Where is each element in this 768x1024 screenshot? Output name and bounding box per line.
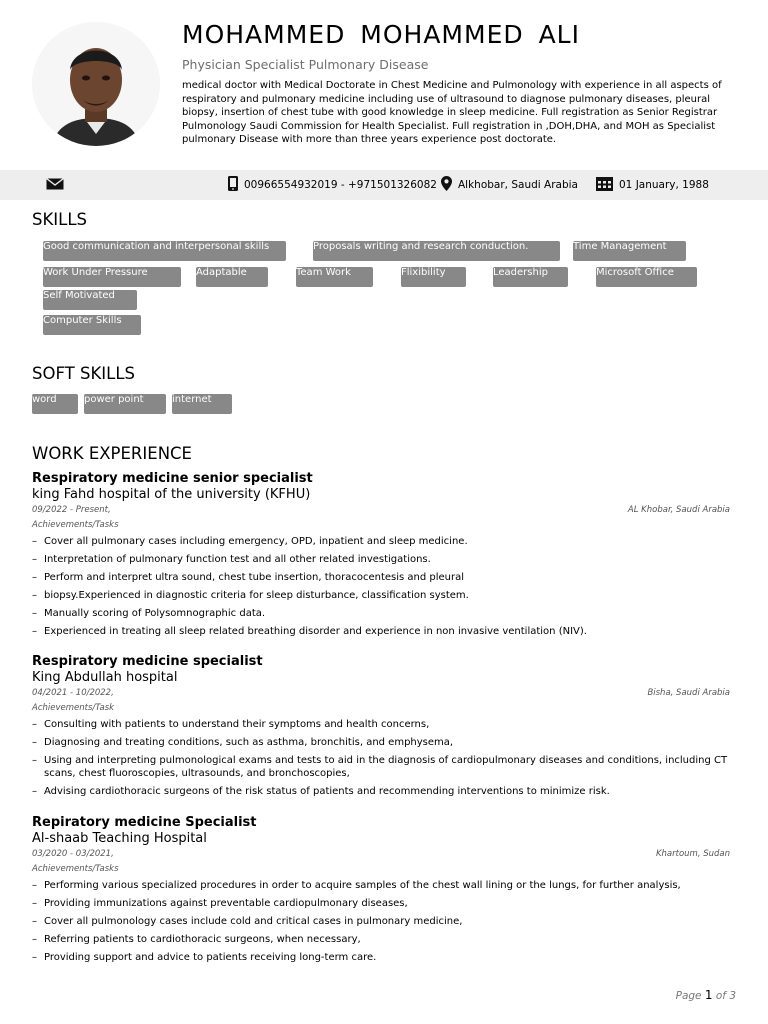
contact-bar: [0, 170, 768, 200]
skill-chip: Leadership: [493, 267, 568, 287]
profile-summary: medical doctor with Medical Doctorate in Chest Medicine and Pulmonology with experience in all aspects of respiratory and pulmonary medicine including use of ultrasound to diagnose pulmonary diseases, pleural biopsy, insertion of chest tube with good knowledge in sleep medicine. Full registration as Senior Registrar Pulmonology Saudi Commission for Health Specialist. Full registration in ,DOH,DHA, and MOH as Specialist pulmonary Disease with more than three years experience post doctorate.: [182, 80, 722, 145]
soft-skill-chip: power point: [84, 394, 166, 414]
job-location: Bisha, Saudi Arabia: [647, 688, 730, 698]
task-item: – Manually scoring of Polysomnographic data.: [32, 607, 732, 620]
skill-chip: Flixibility: [401, 267, 466, 287]
task-item: – biopsy.Experienced in diagnostic criteria for sleep disturbance, classification system.: [32, 589, 732, 602]
achievements-label: Achievements/Tasks: [32, 864, 119, 874]
task-item: – Cover all pulmonology cases include cold and critical cases in pulmonary medicine,: [32, 915, 732, 928]
envelope-icon: [46, 178, 64, 193]
email-item[interactable]: [46, 170, 70, 200]
page-total: of 3: [715, 990, 736, 1002]
page-indicator: [676, 988, 736, 1002]
job-title: Respiratory medicine specialist: [32, 654, 263, 669]
job-dates: 03/2020 - 03/2021,: [32, 849, 114, 859]
page-current: 1: [704, 988, 713, 1002]
job-meta: [32, 505, 732, 520]
skill-chip: Self Motivated: [43, 290, 137, 310]
job-entry: [32, 815, 732, 969]
phone-icon: [228, 176, 238, 194]
job-dates: 09/2022 - Present,: [32, 505, 111, 515]
phone-item: [228, 170, 437, 200]
work-experience-heading: WORK EXPERIENCE: [32, 444, 192, 463]
page-label: Page: [675, 990, 702, 1002]
location-text: Alkhobar, Saudi Arabia: [458, 179, 578, 191]
job-entry: [32, 471, 732, 643]
skill-chip: Time Management: [573, 241, 686, 261]
task-item: – Interpretation of pulmonary function test and all other related investigations.: [32, 553, 732, 566]
task-item: – Providing immunizations against preventable cardiopulmonary diseases,: [32, 897, 732, 910]
skill-chip: Good communication and interpersonal skills: [43, 241, 286, 261]
skills-heading: SKILLS: [32, 210, 88, 229]
job-location: AL Khobar, Saudi Arabia: [627, 505, 730, 515]
soft-skill-chip: word: [32, 394, 78, 414]
profile-photo: [32, 22, 160, 146]
person-photo-icon: [32, 22, 160, 146]
location-item: [441, 170, 578, 200]
job-organization: king Fahd hospital of the university (KFHU): [32, 487, 311, 502]
task-item: – Diagnosing and treating conditions, such as asthma, bronchitis, and emphysema,: [32, 736, 732, 749]
task-item: – Using and interpreting pulmonological exams and tests to aid in the diagnosis of cardiopulmonary diseases and conditions, including CT scans, chest fluoroscopies, ultrasounds, and bronchoscopies,: [32, 754, 732, 780]
soft-skills-heading: SOFT SKILLS: [32, 364, 136, 383]
task-item: – Providing support and advice to patients receiving long-term care.: [32, 951, 732, 964]
job-dates: 04/2021 - 10/2022,: [32, 688, 114, 698]
birthdate-item: [596, 170, 709, 200]
skill-chip: Team Work: [296, 267, 373, 287]
job-organization: King Abdullah hospital: [32, 670, 178, 685]
task-item: – Cover all pulmonary cases including emergency, OPD, inpatient and sleep medicine.: [32, 535, 732, 548]
achievements-label: Achievements/Tasks: [32, 520, 119, 530]
job-entry: [32, 654, 732, 803]
task-list: [32, 879, 732, 964]
skill-chip: Work Under Pressure: [43, 267, 181, 287]
task-item: – Consulting with patients to understand their symptoms and health concerns,: [32, 718, 732, 731]
skill-chip: Adaptable: [196, 267, 268, 287]
achievements-label: Achievements/Task: [32, 703, 115, 713]
job-meta: [32, 849, 732, 864]
skill-chip: Computer Skills: [43, 315, 141, 335]
job-location: Khartoum, Sudan: [655, 849, 730, 859]
phone-text: 00966554932019 - +971501326082: [244, 179, 437, 191]
task-item: – Experienced in treating all sleep related breathing disorder and experience in non invasive ventilation (NIV).: [32, 625, 732, 638]
birthdate-text: 01 January, 1988: [619, 179, 709, 191]
task-item: – Performing various specialized procedures in order to acquire samples of the chest wall lining or the lungs, for further analysis,: [32, 879, 732, 892]
job-organization: Al-shaab Teaching Hospital: [32, 831, 207, 846]
task-item: – Advising cardiothoracic surgeons of the risk status of patients and recommending interventions to minimize risk.: [32, 785, 732, 798]
job-title: Respiratory medicine senior specialist: [32, 471, 313, 486]
soft-skill-chip: internet: [172, 394, 232, 414]
full-name: MOHAMMED MOHAMMED ALI: [182, 20, 580, 49]
job-meta: [32, 688, 732, 703]
job-headline: Physician Specialist Pulmonary Disease: [182, 57, 429, 72]
task-item: – Referring patients to cardiothoracic surgeons, when necessary,: [32, 933, 732, 946]
calendar-icon: [596, 177, 613, 194]
job-title: Repiratory medicine Specialist: [32, 815, 257, 830]
task-list: [32, 718, 732, 798]
task-item: – Perform and interpret ultra sound, chest tube insertion, thoracocentesis and pleural: [32, 571, 732, 584]
skill-chip: Microsoft Office: [596, 267, 697, 287]
task-list: [32, 535, 732, 638]
map-pin-icon: [441, 176, 452, 194]
skill-chip: Proposals writing and research conduction.: [313, 241, 560, 261]
